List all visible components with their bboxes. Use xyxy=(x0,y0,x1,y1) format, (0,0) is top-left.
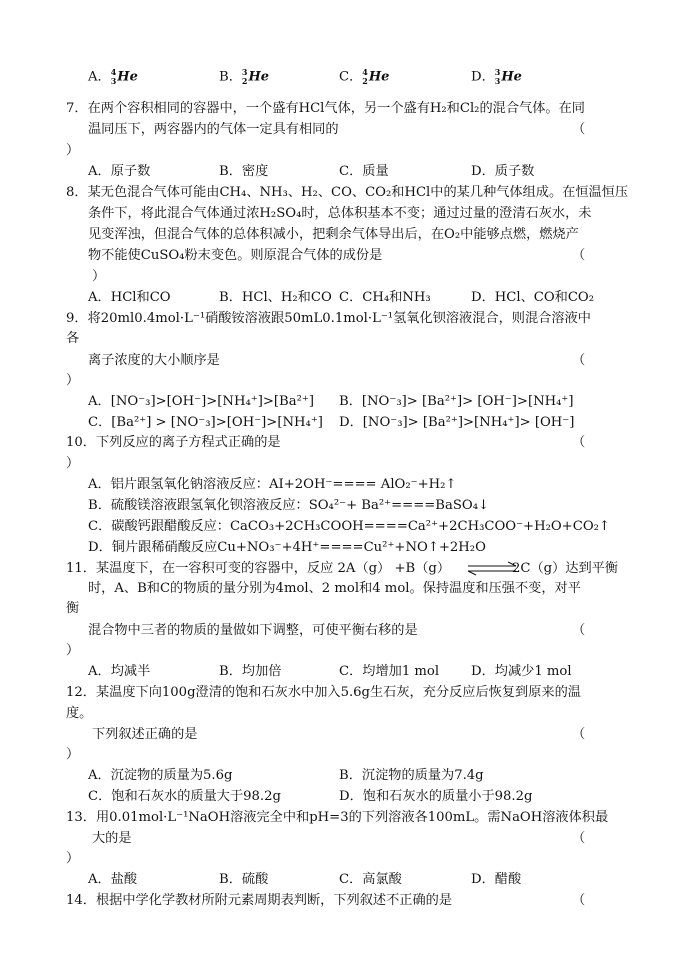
q7-answer-paren-close: ） xyxy=(66,143,80,158)
q8-stem-line1: 8．某无色混合气体可能由CH₄、NH₃、H₂、CO、CO₂和HCl中的某几种气体组成。在恒温恒压 xyxy=(66,185,629,200)
q7-option-c: C．质量 xyxy=(339,164,389,179)
q10-option-b: B．硫酸镁溶液跟氢氧化钡溶液反应：SO₄²⁻+ Ba²⁺====BaSO₄↓ xyxy=(88,498,490,513)
q9-stem-line1-wrap: 各 xyxy=(66,331,80,346)
q8-answer-paren-open: （ xyxy=(572,248,586,263)
q12-option-c: C．饱和石灰水的质量大于98.2g xyxy=(88,789,281,804)
q10-option-c: C．碳酸钙跟醋酸反应：CaCO₃+2CH₃COOH====Ca²⁺+2CH₃COO⁻+H₂O+CO₂↑ xyxy=(88,519,610,534)
q8-option-d: D．HCl、CO和CO₂ xyxy=(471,290,595,305)
q11-stem-line1: 11．某温度下，在一容积可变的容器中，反应 2A（g） +B（g） xyxy=(66,561,451,576)
q11-stem-line3: 混合物中三者的物质的量做如下调整，可使平衡右移的是 xyxy=(88,623,418,638)
q13-option-c: C．高氯酸 xyxy=(339,872,402,887)
q10-stem-line1: 10．下列反应的离子方程式正确的是 xyxy=(66,435,281,450)
q13-answer-paren-close: ） xyxy=(66,851,80,866)
q14-stem-line1: 14．根据中学化学教材所附元素周期表判断，下列叙述不正确的是 xyxy=(66,893,453,908)
q13-option-b: B．硫酸 xyxy=(219,872,269,887)
q12-stem-line1: 12．某温度下向100g澄清的饱和石灰水中加入5.6g生石灰，充分反应后恢复到原来的温 xyxy=(66,685,581,700)
q12-option-a: A．沉淀物的质量为5.6g xyxy=(88,768,233,783)
q8-stem-line3: 见变浑浊，但混合气体的总体积减小，把剩余气体导出后，在O₂中能够点燃，燃烧产 xyxy=(88,227,579,242)
reversible-arrow-icon xyxy=(466,560,518,578)
q10-option-d: D．铜片跟稀硝酸反应Cu+NO₃⁻+4H⁺====Cu²⁺+NO↑+2H₂O xyxy=(88,540,486,555)
q8-answer-paren-close: ） xyxy=(92,269,106,284)
q12-stem-line1-wrap: 度。 xyxy=(66,706,93,721)
q11-option-b: B．均加倍 xyxy=(219,664,282,679)
q9-answer-paren-close: ） xyxy=(66,373,80,388)
q7-option-a: A．原子数 xyxy=(88,164,151,179)
q7-answer-paren-open: （ xyxy=(572,122,586,137)
q10-answer-paren-open: （ xyxy=(572,435,586,450)
q11-answer-paren-open: （ xyxy=(572,623,586,638)
q6-option-a: A． 4 3 He xyxy=(88,67,138,86)
q11-option-c: C．均增加1 mol xyxy=(339,664,440,679)
q9-answer-paren-open: （ xyxy=(572,353,586,368)
q7-stem-line2: 温同压下，两容器内的气体一定具有相同的 xyxy=(88,122,339,137)
q11-answer-paren-close: ） xyxy=(66,643,80,658)
q8-option-c: C．CH₄和NH₃ xyxy=(339,290,431,305)
q12-stem-line2: 下列叙述正确的是 xyxy=(92,727,198,742)
q6-option-c: C． 4 2 He xyxy=(339,67,390,86)
q11-stem-line2-wrap: 衡 xyxy=(66,601,80,616)
q7-stem-line1: 7．在两个容积相同的容器中，一个盛有HCl气体，另一个盛有H₂和Cl₂的混合气体。在同 xyxy=(66,101,585,116)
q9-option-a: A．[NO⁻₃]>[OH⁻]>[NH₄⁺]>[Ba²⁺] xyxy=(88,394,314,409)
q11-option-d: D．均减少1 mol xyxy=(471,664,572,679)
q13-stem-line2: 大的是 xyxy=(92,831,132,846)
q10-answer-paren-close: ） xyxy=(66,456,80,471)
q7-option-d: D．质子数 xyxy=(471,164,535,179)
q12-option-b: B．沉淀物的质量为7.4g xyxy=(339,768,484,783)
q8-option-b: B．HCl、H₂和CO xyxy=(219,290,332,305)
q14-answer-paren-open: （ xyxy=(572,893,586,908)
q13-stem-line1: 13．用0.01mol·L⁻¹NaOH溶液完全中和pH=3的下列溶液各100mL。需NaOH溶液体积最 xyxy=(66,810,609,825)
q12-answer-paren-close: ） xyxy=(66,747,80,762)
q9-stem-line2: 离子浓度的大小顺序是 xyxy=(88,353,220,368)
q10-option-a: A．铝片跟氢氧化钠溶液反应：AI+2OH⁻==== AlO₂⁻+H₂↑ xyxy=(88,477,457,492)
q6-option-b: B． 3 2 He xyxy=(219,67,270,86)
q6-option-d: D． 3 3 He xyxy=(471,67,522,86)
q8-option-a: A．HCl和CO xyxy=(88,290,171,305)
q13-option-d: D．醋酸 xyxy=(471,872,522,887)
q13-option-a: A．盐酸 xyxy=(88,872,138,887)
q12-option-d: D．饱和石灰水的质量小于98.2g xyxy=(339,789,533,804)
q7-option-b: B．密度 xyxy=(219,164,269,179)
q13-answer-paren-open: （ xyxy=(572,831,586,846)
q9-option-c: C．[Ba²⁺] > [NO⁻₃]>[OH⁻]>[NH₄⁺] xyxy=(88,415,323,430)
q9-option-b: B．[NO⁻₃]> [Ba²⁺]> [OH⁻]>[NH₄⁺] xyxy=(339,394,574,409)
q11-stem-line2: 时，A、B和C的物质的量分别为4mol、2 mol和4 mol。保持温度和压强不变，对平 xyxy=(88,581,581,596)
q8-stem-line2: 条件下，将此混合气体通过浓H₂SO₄时，总体积基本不变；通过过量的澄清石灰水，未 xyxy=(88,206,592,221)
q11-stem-line1-right: 2C（g）达到平衡 xyxy=(512,561,619,576)
q12-answer-paren-open: （ xyxy=(572,727,586,742)
q8-stem-line4: 物不能使CuSO₄粉末变色。则原混合气体的成份是 xyxy=(88,248,383,263)
q9-option-d: D．[NO⁻₃]> [Ba²⁺]>[NH₄⁺]> [OH⁻] xyxy=(339,415,575,430)
q9-stem-line1: 9．将20ml0.4mol·L⁻¹硝酸铵溶液跟50mL0.1mol·L⁻¹氢氧化钡溶液混合，则混合溶液中 xyxy=(66,311,591,326)
q11-option-a: A．均减半 xyxy=(88,664,151,679)
